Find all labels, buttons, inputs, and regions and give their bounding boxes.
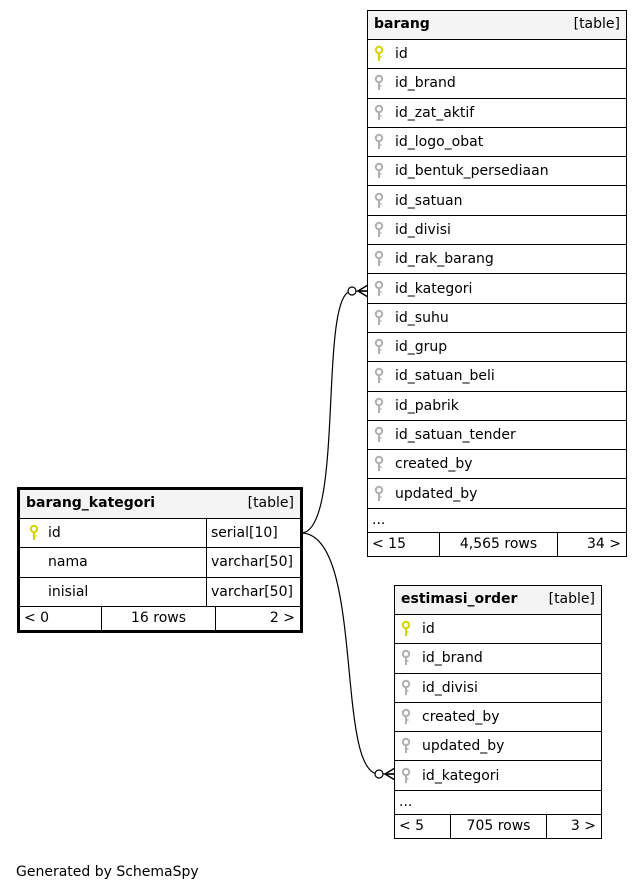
key-slot: [395, 620, 417, 638]
column-row[interactable]: [368, 128, 626, 157]
key-slot: [368, 397, 390, 415]
foreign-key-icon: [374, 250, 384, 268]
children-count[interactable]: 34 >: [587, 536, 621, 553]
key-slot: [368, 45, 390, 63]
column-name: created_by: [395, 456, 473, 473]
column-name: updated_by: [395, 485, 478, 502]
column-row[interactable]: [368, 245, 626, 274]
foreign-key-icon: [374, 309, 384, 327]
column-row[interactable]: [20, 548, 300, 577]
table-header[interactable]: [20, 490, 300, 519]
table-barang-kategori[interactable]: [17, 487, 303, 633]
column-row[interactable]: [395, 732, 601, 761]
column-name: id_rak_barang: [395, 251, 494, 268]
table-header[interactable]: [395, 586, 601, 615]
table-name[interactable]: barang: [374, 16, 430, 32]
children-count[interactable]: 3 >: [570, 818, 596, 835]
column-row[interactable]: [368, 186, 626, 215]
column-name: id_satuan_beli: [395, 368, 495, 385]
column-list: [368, 40, 626, 509]
column-list: [395, 615, 601, 791]
key-slot: [395, 767, 417, 785]
column-name: id_divisi: [422, 679, 478, 696]
more-columns: ...: [368, 509, 626, 533]
table-kind: [table]: [548, 591, 595, 607]
relation-barang-kategori-to-estimasi-order: [301, 533, 395, 774]
key-slot: [368, 455, 390, 473]
parents-count[interactable]: < 0: [20, 607, 102, 630]
column-name: created_by: [422, 709, 500, 726]
column-row[interactable]: [368, 450, 626, 479]
column-row[interactable]: [368, 40, 626, 69]
relation-barang-kategori-to-barang: [301, 291, 368, 533]
column-row[interactable]: [368, 157, 626, 186]
foreign-key-icon: [401, 708, 411, 726]
column-name: id_kategori: [395, 280, 473, 297]
row-count: 705 rows: [451, 815, 547, 838]
key-slot: [395, 679, 417, 697]
foreign-key-icon: [374, 397, 384, 415]
column-row[interactable]: [368, 362, 626, 391]
key-slot: [395, 649, 417, 667]
key-slot: [368, 104, 390, 122]
foreign-key-icon: [374, 455, 384, 473]
column-row[interactable]: [395, 674, 601, 703]
column-row[interactable]: [368, 69, 626, 98]
more-columns: ...: [395, 791, 601, 815]
generated-by-label: Generated by SchemaSpy: [16, 864, 199, 880]
key-slot: [368, 162, 390, 180]
table-name[interactable]: estimasi_order: [401, 591, 518, 607]
foreign-key-icon: [374, 74, 384, 92]
foreign-key-icon: [374, 367, 384, 385]
primary-key-icon: [29, 524, 39, 542]
foreign-key-icon: [401, 649, 411, 667]
column-name: inisial: [48, 583, 89, 600]
column-name: updated_by: [422, 738, 505, 755]
key-slot: [368, 485, 390, 503]
foreign-key-icon: [401, 679, 411, 697]
key-slot: [368, 74, 390, 92]
column-type: varchar[50]: [206, 548, 300, 576]
foreign-key-icon: [401, 737, 411, 755]
key-slot: [395, 708, 417, 726]
children-count[interactable]: 2 >: [269, 610, 295, 627]
key-slot: [368, 192, 390, 210]
row-count: 4,565 rows: [440, 533, 558, 556]
key-slot: [368, 426, 390, 444]
column-name: id_satuan: [395, 192, 463, 209]
column-name: id_satuan_tender: [395, 427, 516, 443]
table-kind: [table]: [573, 16, 620, 32]
key-slot: [368, 338, 390, 356]
row-count: 16 rows: [102, 607, 216, 630]
key-slot: [368, 221, 390, 239]
column-name: id_divisi: [395, 221, 451, 238]
column-name: id_logo_obat: [395, 134, 484, 151]
column-row[interactable]: [368, 421, 626, 450]
column-name: id_zat_aktif: [395, 104, 475, 121]
key-slot: [368, 309, 390, 327]
column-row[interactable]: [368, 333, 626, 362]
column-name: id_pabrik: [395, 397, 459, 414]
barang-zero-marker: [348, 287, 356, 295]
key-slot: [20, 524, 48, 542]
column-name: id_brand: [395, 75, 456, 92]
foreign-key-icon: [374, 192, 384, 210]
column-row[interactable]: [395, 615, 601, 644]
column-row[interactable]: [20, 578, 300, 607]
foreign-key-icon: [374, 104, 384, 122]
table-name[interactable]: barang_kategori: [26, 495, 156, 511]
primary-key-icon: [401, 620, 411, 638]
column-row[interactable]: [368, 99, 626, 128]
foreign-key-icon: [374, 133, 384, 151]
column-name: nama: [48, 554, 88, 571]
column-list: [20, 519, 300, 607]
foreign-key-icon: [374, 162, 384, 180]
column-row[interactable]: [395, 761, 601, 790]
column-row[interactable]: [368, 216, 626, 245]
foreign-key-icon: [374, 485, 384, 503]
foreign-key-icon: [374, 280, 384, 298]
table-footer: [395, 815, 601, 838]
column-row[interactable]: [395, 644, 601, 673]
foreign-key-icon: [401, 767, 411, 785]
table-kind: [table]: [247, 495, 294, 511]
column-name: id: [422, 621, 435, 638]
column-row[interactable]: [395, 703, 601, 732]
column-name: id_grup: [395, 339, 448, 356]
column-name: id_brand: [422, 650, 483, 667]
primary-key-icon: [374, 45, 384, 63]
estimasi-zero-marker: [375, 770, 383, 778]
table-footer: [20, 607, 300, 630]
table-barang[interactable]: [367, 10, 627, 557]
key-slot: [368, 280, 390, 298]
column-row[interactable]: [20, 519, 300, 548]
column-row[interactable]: [368, 479, 626, 508]
column-row[interactable]: [368, 304, 626, 333]
foreign-key-icon: [374, 426, 384, 444]
table-footer: [368, 533, 626, 556]
column-name: id_suhu: [395, 309, 449, 326]
key-slot: [368, 250, 390, 268]
column-type: varchar[50]: [206, 578, 300, 606]
parents-count[interactable]: < 5: [395, 815, 451, 838]
column-name: id: [395, 46, 408, 63]
column-name: id_bentuk_persediaan: [395, 163, 549, 180]
key-slot: [395, 737, 417, 755]
foreign-key-icon: [374, 338, 384, 356]
column-type: serial[10]: [206, 519, 300, 547]
column-row[interactable]: [368, 274, 626, 303]
table-estimasi-order[interactable]: [394, 585, 602, 839]
foreign-key-icon: [374, 221, 384, 239]
key-slot: [368, 133, 390, 151]
column-name: id: [48, 525, 61, 542]
column-name: id_kategori: [422, 767, 500, 784]
parents-count[interactable]: < 15: [368, 533, 440, 556]
key-slot: [368, 367, 390, 385]
column-row[interactable]: [368, 392, 626, 421]
table-header[interactable]: [368, 11, 626, 40]
